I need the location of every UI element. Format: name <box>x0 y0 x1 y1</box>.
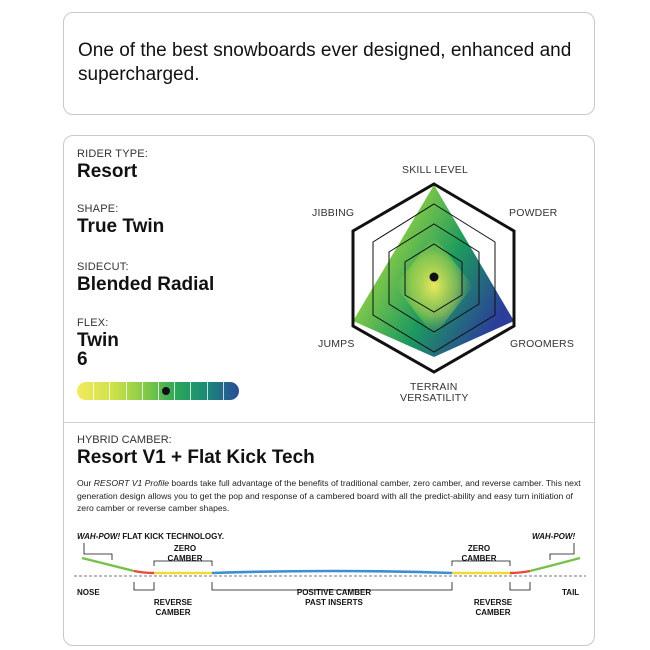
flex-label: FLEX: <box>77 317 109 329</box>
flex-scale-segment <box>158 382 159 400</box>
camber-desc-prefix: Our <box>77 478 94 488</box>
radar-label-jibbing: JIBBING <box>312 207 355 219</box>
specs-card <box>63 135 595 646</box>
flex-number: 6 <box>77 349 88 370</box>
flex-scale-segment <box>174 382 175 400</box>
wahpow-left-label <box>77 532 224 542</box>
headline-text: One of the best snowboards ever designed, enhanced and supercharged. <box>78 40 572 85</box>
flex-scale-segment <box>93 382 94 400</box>
radar-label-jumps: JUMPS <box>318 338 355 350</box>
board-nose-reverse <box>134 571 154 573</box>
tail-label: TAIL <box>562 588 580 597</box>
radar-center-dot <box>430 273 439 282</box>
flex-scale-segment <box>126 382 127 400</box>
headline-card <box>63 12 595 115</box>
reverse-camber-left-label: REVERSE CAMBER <box>153 598 193 617</box>
shape-value: True Twin <box>77 216 165 237</box>
camber-description <box>77 477 587 515</box>
camber-title: HYBRID CAMBER: <box>77 434 172 446</box>
flex-value: Twin <box>77 330 119 351</box>
shape-label: SHAPE: <box>77 203 119 215</box>
flex-scale-segment <box>223 382 224 400</box>
flex-scale-segment <box>142 382 143 400</box>
rider-type-label: RIDER TYPE: <box>77 148 149 160</box>
zero-camber-left-label: ZERO CAMBER <box>167 544 203 563</box>
radar-label-groomers: GROOMERS <box>510 338 575 350</box>
radar-label-powder: POWDER <box>509 207 558 219</box>
camber-name: Resort V1 + Flat Kick Tech <box>77 447 315 468</box>
board-nose-tip <box>82 558 134 571</box>
wahpow-right-leader <box>550 543 574 560</box>
wahpow-left-em: WAH-POW! <box>77 532 121 541</box>
flex-scale-segment <box>207 382 208 400</box>
radar-label-terrain: TERRAIN <box>410 381 458 393</box>
wahpow-left-rest: FLAT KICK TECHNOLOGY. <box>120 532 224 541</box>
radar-label-skill-level: SKILL LEVEL <box>402 164 469 176</box>
wahpow-left-leader <box>84 543 112 560</box>
skill-radar-chart <box>343 176 523 386</box>
board-positive <box>212 571 452 573</box>
flex-scale-segment <box>190 382 191 400</box>
camber-desc-suffix: boards take full advantage of the benefits of traditional camber, zero camber, and reverse camber. This next generation design allows you to get the pop and response of a cambered board with all the predict-ability and easy turn initiation of zero camber or reverse camber shapes. <box>77 478 581 513</box>
reverse-camber-right-label: REVERSE CAMBER <box>473 598 513 617</box>
wahpow-right-label <box>532 532 575 542</box>
board-tail-tip <box>530 558 580 571</box>
reverse-left-bracket <box>134 582 154 590</box>
positive-camber-label: POSITIVE CAMBER PAST INSERTS <box>296 588 372 607</box>
reverse-right-bracket <box>510 582 530 590</box>
board-tail-reverse <box>510 571 530 573</box>
nose-label: NOSE <box>77 588 100 597</box>
wahpow-right-em: WAH-POW! <box>532 532 576 541</box>
flex-scale-bar <box>77 382 239 400</box>
rider-type-value: Resort <box>77 161 138 182</box>
section-divider <box>64 422 594 423</box>
sidecut-value: Blended Radial <box>77 274 215 295</box>
camber-desc-emphasis: RESORT V1 Profile <box>93 478 170 488</box>
zero-camber-right-label: ZERO CAMBER <box>461 544 497 563</box>
sidecut-label: SIDECUT: <box>77 261 129 273</box>
flex-scale-marker <box>162 387 170 395</box>
radar-label-versatility: VERSATILITY <box>400 392 469 404</box>
flex-scale-segment <box>109 382 110 400</box>
